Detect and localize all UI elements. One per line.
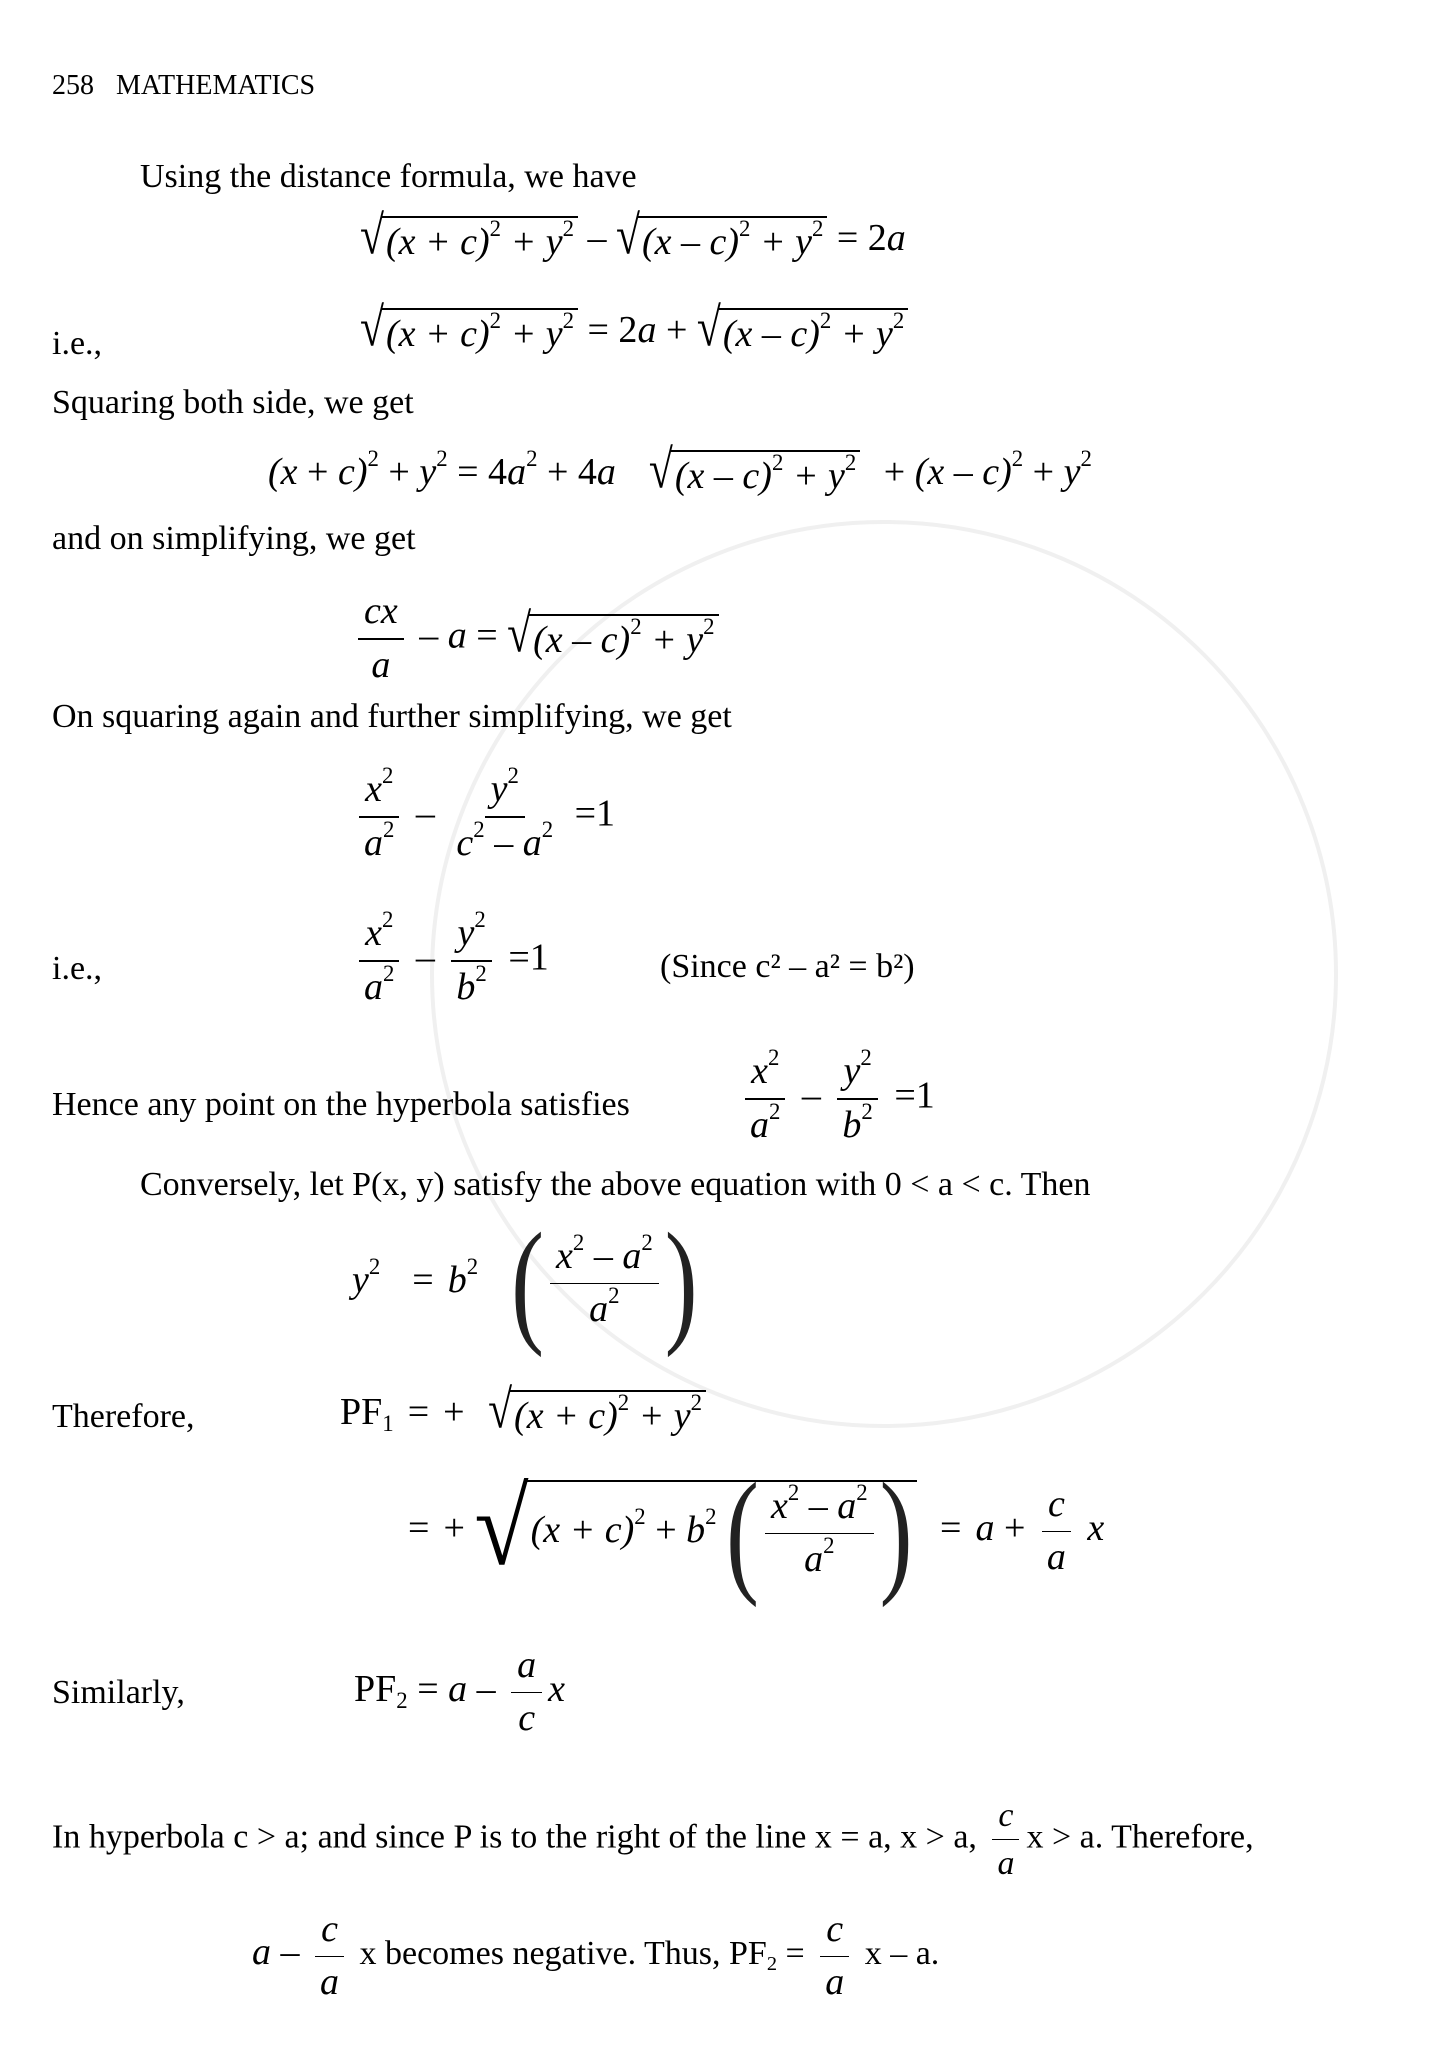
- conversely-text: Conversely, let P(x, y) satisfy the above equation with 0 < a < c. Then: [140, 1166, 1091, 1203]
- therefore-text: Therefore,: [52, 1398, 195, 1435]
- becomes-negative-text: x becomes negative. Thus, PF: [359, 1934, 767, 1972]
- equation-8: $y^2 = b^2$ ( $\frac{x^2 - a^2}{a^2}$ ): [352, 1205, 698, 1359]
- hence-text: Hence any point on the hyperbola satisfies: [52, 1086, 630, 1123]
- equation-9: $PF_1$ = + √ $(x + c)^2 + y^2$: [340, 1390, 706, 1440]
- becomes-negative-line: a – $\frac{c}{a}$ x becomes negative. Thus, $PF_2$ = $\frac{c}{a}$ x – a.: [252, 1908, 940, 2003]
- in-hyperbola-main: In hyperbola c > a; and since P is to the right of the line x = a, x > a,: [52, 1818, 977, 1856]
- equation-7: $\frac{x^2}{a^2}$ – $\frac{y^2}{b^2}$ =1: [738, 1050, 935, 1147]
- equation-2: √ $(x + c)^2 + y^2$ = 2a + √ $(x - c)^2 + y^2$: [360, 308, 908, 358]
- intro-text: Using the distance formula, we have: [140, 158, 637, 195]
- becomes-negative-end: x – a.: [864, 1934, 940, 1972]
- equation-4: $\frac{cx}{a}$ – a = √ $(x - c)^2 + y^2$: [352, 590, 719, 687]
- page-header: [52, 70, 315, 102]
- equation-10: = + √ $(x + c)^2 + b^2$ ( $\frac{x^2 - a^2}{a^2}$ ) = a + $\frac{c}{a}$ x: [408, 1455, 1105, 1609]
- equation-1: √ $(x + c)^2 + y^2$ – √ $(x - c)^2 + y^2$ = 2a: [360, 206, 906, 267]
- squaring-text: Squaring both side, we get: [52, 384, 414, 421]
- equation-5: $\frac{x^2}{a^2}$ – $\frac{y^2}{c^2 - a^2}$ =1: [352, 768, 615, 865]
- equation-11: $PF_2 = a$ – $\frac{a}{c}$ x: [354, 1644, 565, 1739]
- squaring-again-text: On squaring again and further simplifying, we get: [52, 698, 732, 735]
- ie-label-2: i.e.,: [52, 950, 103, 987]
- in-hyperbola-text: In hyperbola c > a; and since P is to the right of the line x = a, x > a, $\frac{c}{a}$ x > a. Therefore,: [52, 1797, 1254, 1883]
- page-number: 258: [52, 70, 94, 101]
- since-note: (Since c² – a² = b²): [660, 948, 915, 985]
- similarly-text: Similarly,: [52, 1674, 185, 1711]
- equation-6: $\frac{x^2}{a^2}$ – $\frac{y^2}{b^2}$ =1: [352, 912, 549, 1009]
- equation-3: $(x + c)^2 + y^2 = 4a^2 + 4a$ √ $(x - c)^2 + y^2$ + $(x - c)^2 + y^2$: [268, 440, 1092, 501]
- ie-label-1: i.e.,: [52, 325, 103, 362]
- simplifying-text: and on simplifying, we get: [52, 520, 416, 557]
- in-hyperbola-end: x > a. Therefore,: [1026, 1818, 1254, 1856]
- page-title: MATHEMATICS: [116, 70, 316, 101]
